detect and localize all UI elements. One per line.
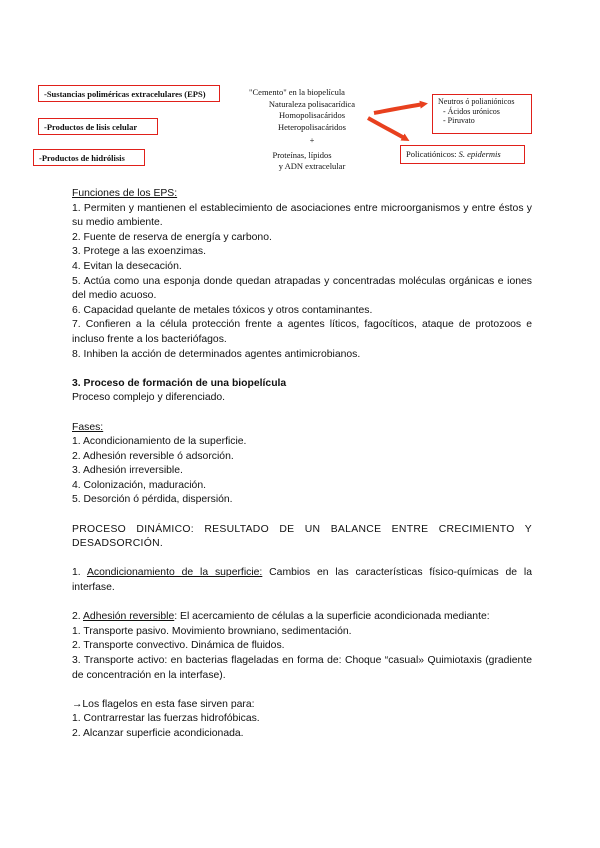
acondicionamiento-text: Cambios en las características físico-químicas de la interfase. bbox=[72, 567, 533, 594]
section3-title: 3. Proceso de formación de una biopelícula bbox=[72, 377, 287, 389]
flagelos-item: 2. Alcanzar superficie acondicionada. bbox=[72, 727, 244, 739]
center-line: "Cemento" en la biopelícula bbox=[249, 87, 345, 97]
fase-item: 4. Colonización, maduración. bbox=[72, 479, 206, 491]
adhesion-term: Adhesión reversible bbox=[82, 611, 175, 623]
body-text bbox=[72, 187, 532, 742]
fase-item: 2. Adhesión reversible ó adsorción. bbox=[72, 450, 234, 462]
flagelos-item: 1. Contrarrestar las fuerzas hidrofóbicas. bbox=[72, 713, 260, 725]
center-line: Homopolisacáridos bbox=[278, 110, 346, 120]
neutros-title: Neutros ó polianiónicos bbox=[438, 97, 515, 106]
funcion-item: 5. Actúa como una esponja donde quedan atrapadas y concentradas moléculas orgánicas e iones del medio acuoso. bbox=[72, 275, 532, 302]
center-line: Proteínas, lípidos bbox=[272, 149, 332, 160]
funcion-item: 4. Evitan la desecación. bbox=[72, 260, 182, 272]
policationicos-label: Policatiónicos: bbox=[406, 149, 459, 159]
arrow-to-neutros bbox=[374, 104, 424, 113]
acondicionamiento-paragraph bbox=[72, 566, 532, 595]
adhesion-item: 3. Transporte activo: en bacterias flageladas en forma de: Choque “casual» Quimiotaxis (gradiente de concentración en la interfase). bbox=[72, 655, 532, 681]
arrow-to-policationicos bbox=[368, 118, 406, 139]
neutros-item: - Piruvato bbox=[443, 116, 475, 125]
center-line: y ADN extracelular bbox=[278, 161, 346, 171]
arrows bbox=[0, 0, 600, 185]
species-name: S. epidermis bbox=[458, 149, 501, 159]
adhesion-text: : El acercamiento de células a la superficie acondicionada mediante: bbox=[174, 611, 490, 623]
fase-item: 3. Adhesión irreversible. bbox=[72, 465, 183, 477]
adhesion-number: 2. bbox=[72, 611, 83, 623]
funciones-heading: Funciones de los EPS: bbox=[72, 188, 178, 199]
funcion-item: 2. Fuente de reserva de energía y carbono. bbox=[72, 231, 272, 243]
fases-heading: Fases: bbox=[72, 421, 104, 433]
funcion-item: 6. Capacidad quelante de metales tóxicos y otros contaminantes. bbox=[72, 304, 373, 316]
center-line: Naturaleza polisacarídica bbox=[268, 98, 356, 109]
fase-item: 5. Desorción ó pérdida, dispersión. bbox=[72, 494, 233, 506]
flagelos-intro: →Los flagelos en esta fase sirven para: bbox=[72, 698, 255, 710]
center-line: Heteropolisacáridos bbox=[278, 121, 346, 132]
section3-subtitle: Proceso complejo y diferenciado. bbox=[72, 392, 226, 404]
fase-item: 1. Acondicionamiento de la superficie. bbox=[72, 436, 247, 448]
box-lisis: -Productos de lisis celular bbox=[38, 118, 158, 135]
funcion-item: 3. Protege a las exoenzimas. bbox=[72, 246, 206, 258]
eps-diagram bbox=[0, 0, 600, 185]
adhesion-item: 2. Transporte convectivo. Dinámica de fluidos. bbox=[72, 640, 285, 652]
neutros-item: - Ácidos urónicos bbox=[443, 106, 500, 116]
box-hidrolisis: -Productos de hidrólisis bbox=[33, 149, 145, 166]
adhesion-item: 1. Transporte pasivo. Movimiento browniano, sedimentación. bbox=[72, 625, 352, 637]
proceso-dinamico: PROCESO DINÁMICO: RESULTADO DE UN BALANCE ENTRE CRECIMIENTO Y DESADSORCIÓN. bbox=[72, 523, 532, 550]
funcion-item: 8. Inhiben la acción de determinados agentes antimicrobianos. bbox=[72, 348, 361, 360]
acondicionamiento-number: 1. bbox=[72, 567, 87, 579]
center-line: + bbox=[309, 135, 315, 145]
adhesion-paragraph bbox=[72, 610, 532, 625]
box-eps: -Sustancias poliméricas extracelulares (EPS) bbox=[38, 85, 220, 102]
funcion-item: 1. Permiten y mantienen el establecimiento de asociaciones entre microorganismos y entre éstos y su medio ambiente. bbox=[72, 202, 532, 229]
acondicionamiento-term: Acondicionamiento de la superficie: bbox=[86, 567, 263, 579]
funcion-item: 7. Confieren a la célula protección frente a agentes líticos, fagocíticos, ataque de protozoos e incluso frente a los bacteriófagos. bbox=[72, 319, 532, 345]
